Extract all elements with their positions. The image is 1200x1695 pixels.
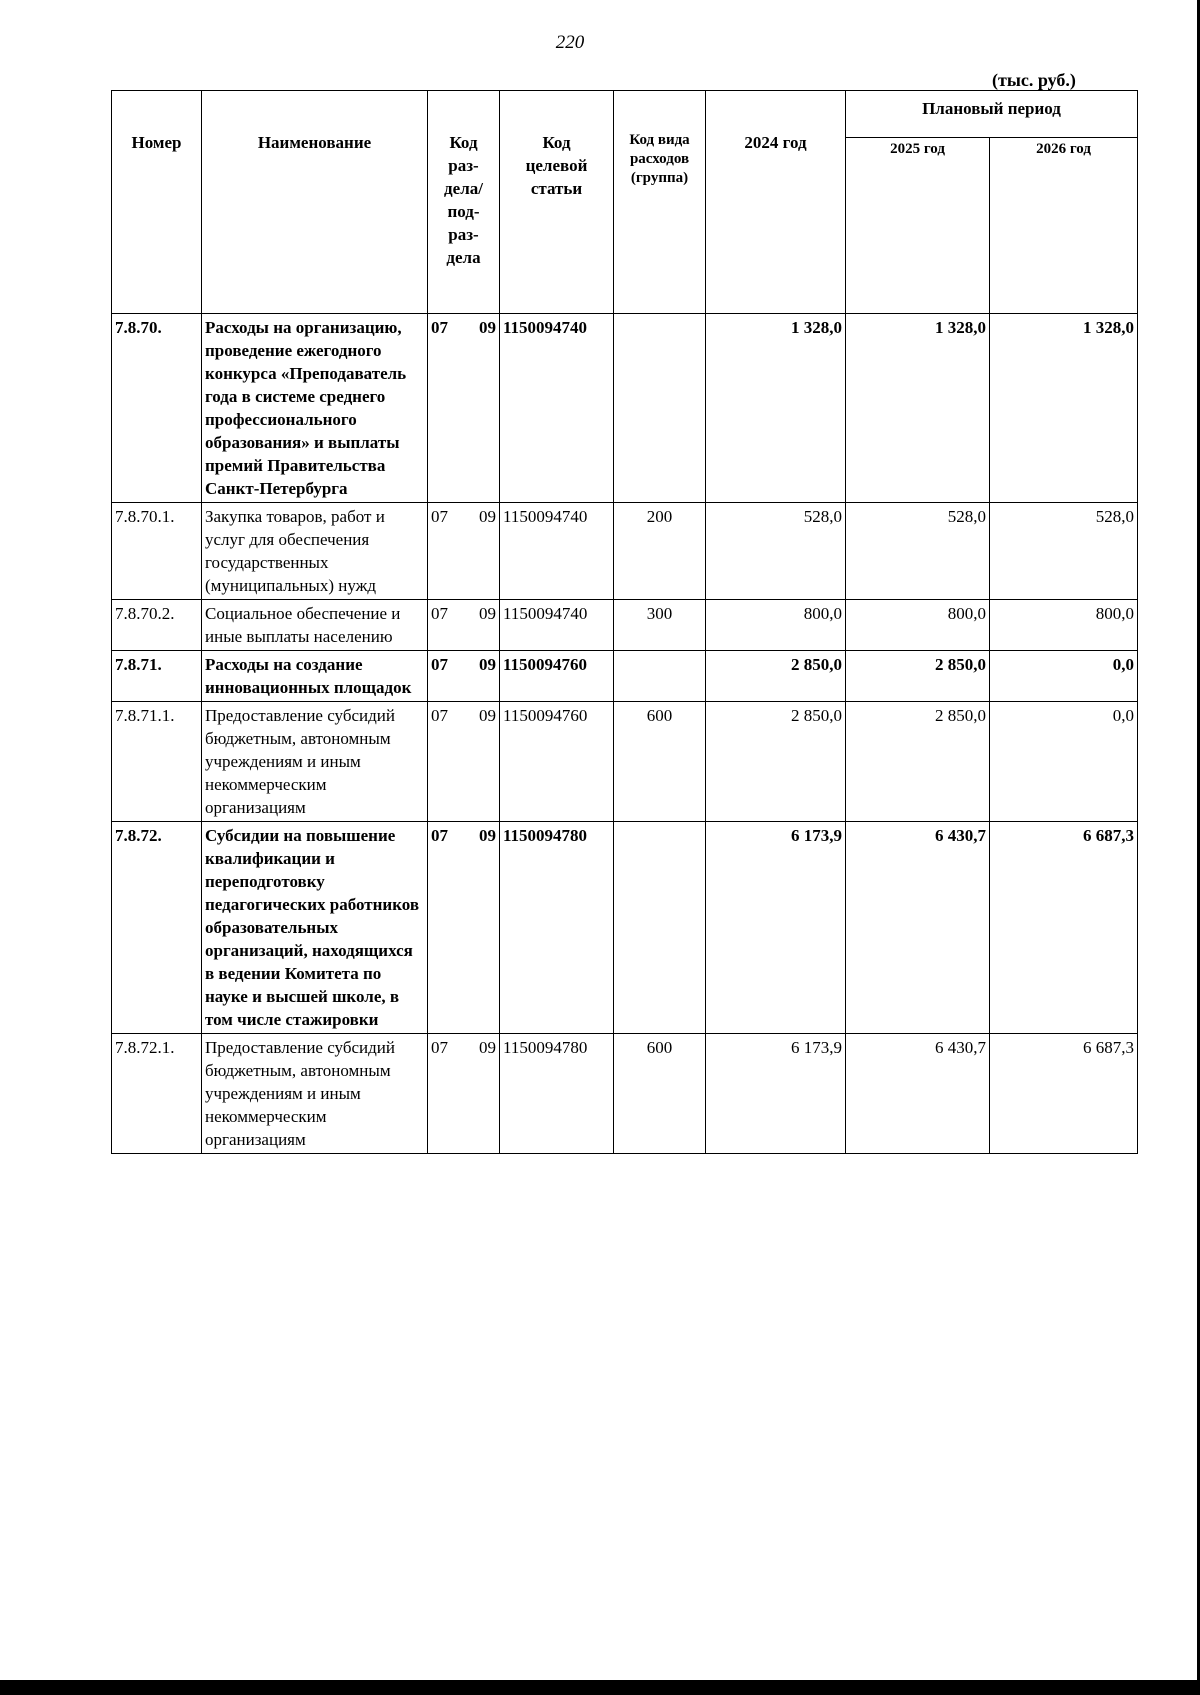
header-target-line: целевой — [525, 156, 588, 175]
header-section — [428, 91, 500, 314]
row-expense — [614, 314, 706, 503]
row-subsection-code: 09 — [479, 826, 496, 845]
row-section — [428, 503, 500, 600]
row-target: 1150094760 — [500, 651, 614, 702]
row-2025: 2 850,0 — [846, 651, 990, 702]
header-planned-period: Плановый период — [846, 91, 1138, 138]
row-section-code: 07 — [431, 1038, 448, 1057]
row-expense: 600 — [614, 702, 706, 822]
row-target: 1150094780 — [500, 822, 614, 1034]
row-2026: 1 328,0 — [990, 314, 1138, 503]
row-number: 7.8.70.2. — [112, 600, 202, 651]
header-section-line: дела/ — [444, 179, 483, 198]
row-section — [428, 600, 500, 651]
row-2024: 800,0 — [706, 600, 846, 651]
row-2026: 0,0 — [990, 702, 1138, 822]
header-expense-type — [614, 91, 706, 314]
table-row — [112, 314, 1138, 503]
row-section-code: 07 — [431, 655, 448, 674]
row-section-code: 07 — [431, 706, 448, 725]
header-target-line: Код — [542, 133, 571, 152]
header-number: Номер — [112, 91, 202, 314]
header-section-line: под- — [447, 202, 480, 221]
header-name: Наименование — [202, 91, 428, 314]
row-2024: 1 328,0 — [706, 314, 846, 503]
row-2026: 0,0 — [990, 651, 1138, 702]
row-2025: 6 430,7 — [846, 1034, 990, 1154]
row-name: Закупка товаров, работ и услуг для обеспечения государственных (муниципальных) нужд — [202, 503, 428, 600]
row-2026: 800,0 — [990, 600, 1138, 651]
row-name: Субсидии на повышение квалификации и переподготовку педагогических работников образовательных организаций, находящихся в ведении Комитета по науке и высшей школе, в том числе стажировки — [202, 822, 428, 1034]
row-number: 7.8.72.1. — [112, 1034, 202, 1154]
header-2026: 2026 год — [990, 138, 1138, 314]
header-section-line: раз- — [448, 156, 479, 175]
row-number: 7.8.70.1. — [112, 503, 202, 600]
row-2026: 528,0 — [990, 503, 1138, 600]
row-2024: 2 850,0 — [706, 651, 846, 702]
row-target: 1150094740 — [500, 600, 614, 651]
row-target: 1150094760 — [500, 702, 614, 822]
row-name: Предоставление субсидий бюджетным, автономным учреждениям и иным некоммерческим организациям — [202, 1034, 428, 1154]
header-target — [500, 91, 614, 314]
header-section-line: раз- — [448, 225, 479, 244]
row-2025: 1 328,0 — [846, 314, 990, 503]
table-row — [112, 651, 1138, 702]
scan-footer-bar — [0, 1680, 1200, 1695]
row-target: 1150094780 — [500, 1034, 614, 1154]
row-expense — [614, 822, 706, 1034]
row-subsection-code: 09 — [479, 706, 496, 725]
table-row — [112, 503, 1138, 600]
header-expense-line: (группа) — [630, 170, 689, 186]
row-number: 7.8.71.1. — [112, 702, 202, 822]
row-2024: 6 173,9 — [706, 1034, 846, 1154]
row-section-code: 07 — [431, 604, 448, 623]
row-number: 7.8.71. — [112, 651, 202, 702]
row-2025: 528,0 — [846, 503, 990, 600]
row-subsection-code: 09 — [479, 318, 496, 337]
row-target: 1150094740 — [500, 503, 614, 600]
page-number: 220 — [555, 32, 585, 53]
header-section-line: дела — [446, 248, 481, 267]
row-number: 7.8.70. — [112, 314, 202, 503]
header-section-line: Код — [449, 133, 478, 152]
row-expense: 600 — [614, 1034, 706, 1154]
row-2025: 800,0 — [846, 600, 990, 651]
row-subsection-code: 09 — [479, 655, 496, 674]
table-row — [112, 702, 1138, 822]
table-row — [112, 822, 1138, 1034]
row-section — [428, 1034, 500, 1154]
header-expense-line: Код вида — [629, 132, 690, 148]
row-subsection-code: 09 — [479, 1038, 496, 1057]
row-2026: 6 687,3 — [990, 1034, 1138, 1154]
row-number: 7.8.72. — [112, 822, 202, 1034]
row-section-code: 07 — [431, 507, 448, 526]
table-row — [112, 600, 1138, 651]
row-subsection-code: 09 — [479, 604, 496, 623]
header-2025: 2025 год — [846, 138, 990, 314]
row-expense — [614, 651, 706, 702]
units-label: (тыс. руб.) — [992, 70, 1076, 90]
row-section-code: 07 — [431, 318, 448, 337]
row-section — [428, 822, 500, 1034]
row-2024: 6 173,9 — [706, 822, 846, 1034]
row-2025: 2 850,0 — [846, 702, 990, 822]
header-target-line: статьи — [530, 179, 583, 198]
row-name: Социальное обеспечение и иные выплаты населению — [202, 600, 428, 651]
header-expense-line: расходов — [629, 151, 690, 167]
row-2026: 6 687,3 — [990, 822, 1138, 1034]
budget-table — [111, 90, 1138, 1154]
row-subsection-code: 09 — [479, 507, 496, 526]
row-section — [428, 702, 500, 822]
row-name: Расходы на организацию, проведение ежегодного конкурса «Преподаватель года в системе среднего профессионального образования» и выплаты премий Правительства Санкт-Петербурга — [202, 314, 428, 503]
row-expense: 200 — [614, 503, 706, 600]
row-name: Расходы на создание инновационных площадок — [202, 651, 428, 702]
row-2024: 528,0 — [706, 503, 846, 600]
row-name: Предоставление субсидий бюджетным, автономным учреждениям и иным некоммерческим организациям — [202, 702, 428, 822]
row-2025: 6 430,7 — [846, 822, 990, 1034]
row-2024: 2 850,0 — [706, 702, 846, 822]
row-section-code: 07 — [431, 826, 448, 845]
row-section — [428, 314, 500, 503]
row-target: 1150094740 — [500, 314, 614, 503]
header-2024: 2024 год — [706, 91, 846, 314]
table-row — [112, 1034, 1138, 1154]
row-expense: 300 — [614, 600, 706, 651]
row-section — [428, 651, 500, 702]
